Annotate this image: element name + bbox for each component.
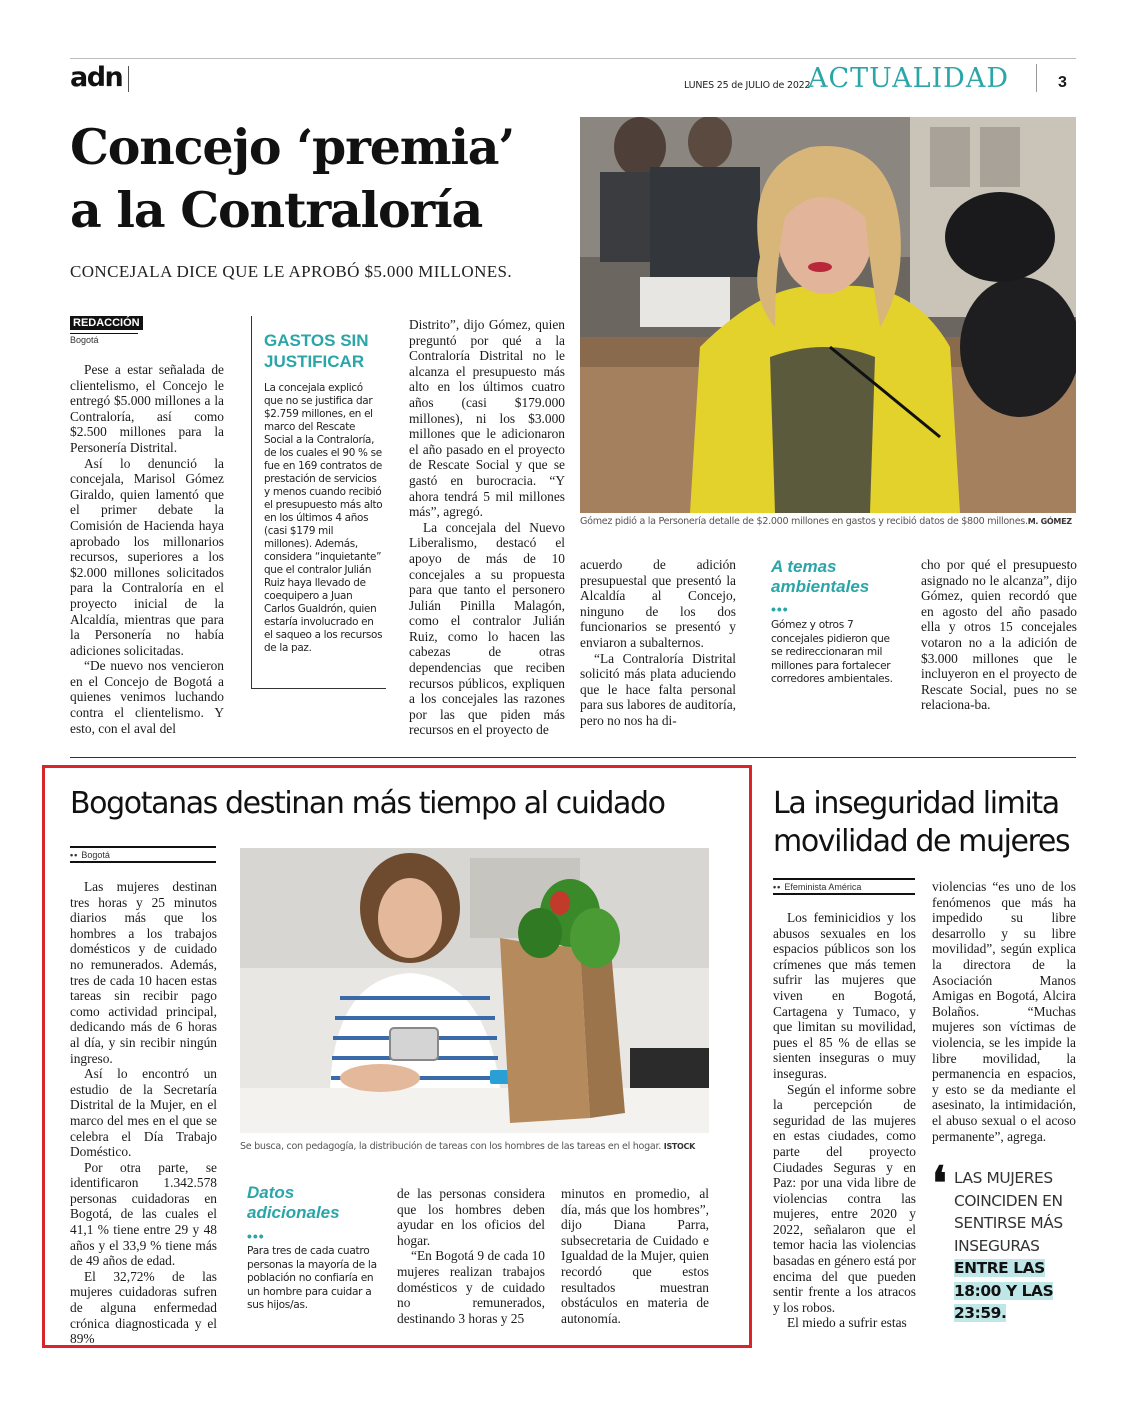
paragraph: Distrito”, dijo Gómez, quien preguntó por qué a la Contraloría Distrital no le alcanza el presupuesto más alto en los últimos cuatro años (casi $179.000 millones), ni los $3.000 millones que le adicionaron el año pasado en el proyecto de Rescate Social y que se gastó en burocracia. “Y ahora tendrá 5 mil millones más”, agregó. [409, 317, 565, 520]
pull-quote-text: LAS MUJERES COINCIDEN EN SENTIRSE MÁS INSEGURAS [954, 1169, 1063, 1255]
box-text-temas: Gómez y otros 7 concejales pidieron que se redireccionaran mil millones para fortalecer corredores ambientales. [771, 619, 893, 685]
inseguridad-location [773, 878, 915, 892]
inseguridad-headline-line1: La inseguridad limita [773, 786, 1059, 821]
main-column-4 [921, 557, 1077, 713]
box-dots: ••• [771, 601, 789, 617]
concejala-photo-illustration [580, 117, 1076, 513]
box-title-datos: Datos adicionales [247, 1183, 340, 1222]
paragraph: acuerdo de adición presupuestal que presentó la Alcaldía al Concejo, ninguno de los dos funcionarios se presentó y enviaron a subalternos. [580, 557, 736, 650]
paragraph: “En Bogotá 9 de cada 10 mujeres realizan trabajos domésticos y de cuidado no remunerados, destinando 3 horas y 25 [397, 1248, 545, 1326]
woman-groceries-illustration [240, 848, 709, 1133]
logo-divider [128, 66, 129, 92]
paragraph: Los feminicidios y los abusos sexuales en los espacios públicos son los crímenes que más temen sufrir las mujeres que viven en Bogotá, Cartagena y Tumaco, y que limitan su movilidad, pues el 85 % de ellas se sienten inseguras o muy inseguras. [773, 910, 916, 1081]
inseguridad-headline [773, 785, 1083, 861]
paragraph: Por otra parte, se identificaron 1.342.578 personas cuidadoras en Bogotá, de las cuales el 41,1 % tiene entre 29 y 48 años y el 33,9 % tiene más de 49 años de edad. [70, 1159, 217, 1269]
quote-mark-icon: ❛ [932, 1156, 947, 1210]
pull-quote-highlight: ENTRE LAS 18:00 Y LAS 23:59. [954, 1259, 1054, 1322]
photo-caption [240, 1141, 710, 1152]
cuidado-column-3 [397, 1186, 545, 1326]
paragraph: El 32,72% de las mujeres cuidadoras sufren de alguna enfermedad crónica diagnosticada y el 89% [70, 1268, 217, 1347]
paragraph: El miedo a sufrir estas [787, 1315, 907, 1331]
woman-groceries-photo [240, 848, 709, 1133]
pull-quote [954, 1167, 1084, 1325]
publication-logo: adn [70, 62, 123, 93]
box-text-datos: Para tres de cada cuatro personas la mayoría de la población no confiaría en un hombre para cuidar a sus hijos/as. [247, 1245, 377, 1311]
box-dots: ••• [247, 1228, 265, 1244]
main-column-2 [409, 317, 565, 738]
paragraph: cho por qué el presupuesto asignado no le alcanza”, dijo Gómez, quien recordó que en agosto del año pasado ella y otros 15 concejales votaron no a la adición de $3.000 millones que le incluyeron en el proyecto de Rescate Social, pues no se relaciona-ba. [921, 557, 1077, 713]
cuidado-column-1 [70, 879, 217, 1347]
photo-credit: M. GÓMEZ [1027, 517, 1072, 526]
paragraph: de las personas considera que los hombres deben ayudar en los oficios del hogar. [397, 1186, 545, 1248]
paragraph: Así lo encontró un estudio de la Secretaría Distrital de la Mujer, en el marco del mes en el que se celebra el Día Trabajo Doméstico. [70, 1066, 217, 1160]
main-column-3 [580, 557, 736, 729]
bullet-icon: •• [773, 882, 782, 892]
inseguridad-column-2 [932, 879, 1076, 1144]
paragraph: Las mujeres destinan tres horas y 25 minutos diarios más que los hombres a los trabajos domésticos y de cuidado no remunerados. Además, tres de cada 10 hacen estas tareas sin recibir pago como actividad principal, dedicando más de 6 horas al día, y sin recibir ningún ingreso. [70, 879, 217, 1066]
section-title: ACTUALIDAD [808, 63, 1009, 94]
paragraph: violencias “es uno de los fenómenos que más ha impedido su libre desarrollo y su libre movilidad”, según explica la directora de la Asociación Manos Amigas en Bogotá, Alcira Bolaños. “Muchas mujeres son víctimas de violencia, se les impide la libre movilidad, la permanencia en espacios, y esto se da mediante el asesinato, la intimidación, el abuso sexual o el acoso permanente”, agrega. [932, 879, 1076, 1144]
paragraph: minutos en promedio, al día, más que los hombres”, dijo Diana Parra, subsecretaria de Cuidado e Igualdad de la Mujer, quien recordó que estos resultados muestran obstáculos en materia de autonomía. [561, 1186, 709, 1326]
main-subhead: CONCEJALA DICE QUE LE APROBÓ $5.000 MILLONES. [70, 262, 513, 281]
main-headline-line2: a la Contraloría [70, 181, 483, 239]
photo-credit: ISTOCK [663, 1142, 696, 1151]
tagline-rule [773, 893, 915, 895]
paragraph: Así lo denunció la concejala, Marisol Gómez Giraldo, quien lamentó que el primer debate la Comisión de Hacienda haya aprobado los millonarios recursos, superiores a los $2.000 millones solicitados para la Contraloría en el proyecto inicial de la Alcaldía, mientras que para la Personería no había adiciones solicitadas. [70, 455, 224, 658]
main-column-1 [70, 362, 224, 736]
header-rule [70, 58, 1076, 59]
sidebar-title: GASTOS SIN JUSTIFICAR [264, 331, 369, 371]
caption-text: Gómez pidió a la Personería detalle de $2.000 millones en gastos y recibió datos de $800 millones. [580, 516, 1028, 527]
box-title-temas: A temas ambientales [771, 557, 870, 596]
sidebar-text: La concejala explicó que no se justifica dar $2.759 millones, en el marco del Rescate Social a la Contraloría, de los cuales el 90 % se fue en 169 contratos de prestación de servicios y menos cuando recibió el presupuesto más alto en los últimos 4 años (casi $179 mil millones). Además, considera “inquietante” que el contralor Julián Ruiz haya llevado de coequipero a Juan Carlos Gualdrón, quien estaría involucrado en el saqueo a los recursos de la paz. [264, 382, 383, 654]
issue-date: LUNES 25 de JULIO de 2022 [684, 80, 811, 91]
location-text: Efeminista América [784, 882, 862, 892]
main-headline-line1: Concejo ‘premia’ [70, 118, 515, 176]
main-location: Bogotá [70, 333, 138, 345]
page-divider [1036, 64, 1037, 92]
paragraph: Pese a estar señalada de clientelismo, el Concejo le entregó $5.000 millones a la Contraloría, así como $2.500 millones para la Personería Distrital. [70, 362, 224, 455]
section-divider [70, 757, 1076, 758]
concejala-photo [580, 117, 1076, 513]
cuidado-headline: Bogotanas destinan más tiempo al cuidado [70, 786, 665, 821]
paragraph: “La Contraloría Distrital solicitó más plata aduciendo que le hace falta personal para sus labores de auditoría, pero no nos ha di- [580, 650, 736, 728]
byline-badge: REDACCIÓN [70, 316, 143, 330]
photo-caption [580, 516, 1080, 527]
cuidado-column-4 [561, 1186, 709, 1326]
cuidado-location [70, 846, 216, 860]
page-number: 3 [1058, 74, 1067, 91]
inseguridad-column-1 [773, 910, 916, 1331]
paragraph: La concejala del Nuevo Liberalismo, destacó el apoyo de más de 10 concejales a su propuesta para que tanto el personero Julián Pinilla Malagón, como el contralor Julián Ruiz, como lo hacen las cabezas de otras dependencias que reciben recursos públicos, expliquen a los concejales las razones por las que piden más recursos en el proyecto de [409, 519, 565, 738]
paragraph: “De nuevo nos vencieron en el Concejo de Bogotá a quienes venimos luchando contra el clientelismo. Y esto, con el aval del [70, 658, 224, 736]
bullet-icon: •• [70, 850, 79, 860]
tagline-rule [70, 861, 216, 863]
inseguridad-headline-line2: movilidad de mujeres [773, 824, 1070, 859]
paragraph: Según el informe sobre la percepción de seguridad de las mujeres en estas ciudades, como parte del proyecto Ciudades Seguras y en Paz: por una vida libre de violencias contra las mujeres, entre 2020 y 2022, señalaron que el temor hacia las violencias basadas en género está por encima del que pueden sentir frente a los atracos y los robos. [773, 1081, 916, 1315]
location-text: Bogotá [81, 850, 110, 860]
main-headline [70, 116, 590, 242]
caption-text: Se busca, con pedagogía, la distribución de tareas con los hombres de las tareas en el hogar. [240, 1141, 662, 1152]
